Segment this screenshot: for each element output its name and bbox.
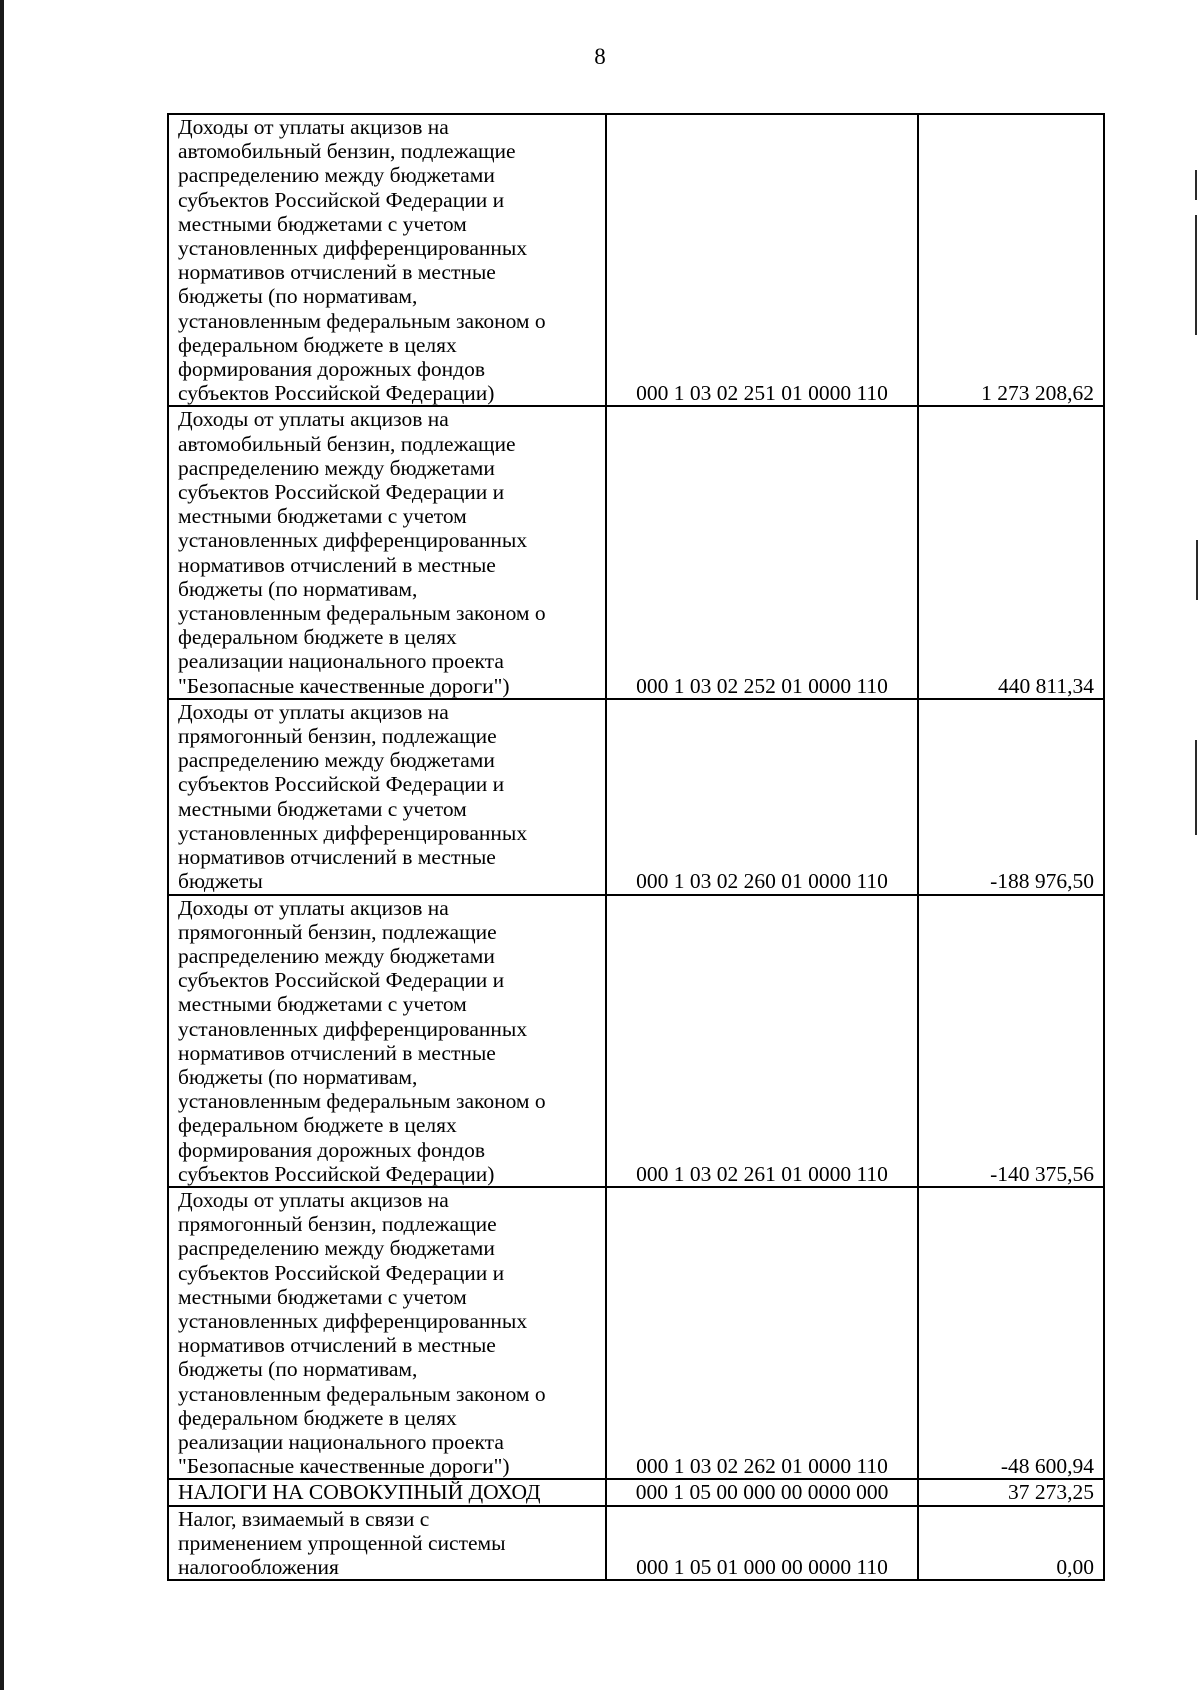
revenue-name-line: распределению между бюджетами xyxy=(178,748,495,773)
revenue-name-line: установленных дифференцированных xyxy=(178,1308,528,1333)
revenue-name-line: бюджеты (по нормативам, xyxy=(178,576,418,601)
revenue-name-line: установленных дифференцированных xyxy=(178,820,528,845)
budget-classification-code: 000 1 05 00 000 00 0000 000 xyxy=(606,1479,918,1505)
table-row xyxy=(168,1187,1104,1479)
scan-right-mark xyxy=(1195,170,1197,200)
revenue-name-line: субъектов Российской Федерации) xyxy=(178,1161,495,1186)
revenue-name-line: Доходы от уплаты акцизов на xyxy=(178,895,449,920)
revenue-table-body xyxy=(168,114,1104,1580)
revenue-name-line: прямогонный бензин, подлежащие xyxy=(178,919,497,944)
revenue-name-line: установленных дифференцированных xyxy=(178,236,528,261)
revenue-name-line: распределению между бюджетами xyxy=(178,163,495,188)
budget-classification-code: 000 1 03 02 251 01 0000 110 xyxy=(606,114,918,406)
scan-left-edge xyxy=(0,0,4,1690)
revenue-name-line: распределению между бюджетами xyxy=(178,943,495,968)
revenue-name-cell xyxy=(168,895,606,1187)
revenue-name-line: установленных дифференцированных xyxy=(178,1016,528,1041)
revenue-name-line: нормативов отчислений в местные xyxy=(178,845,496,870)
revenue-name-line: бюджеты (по нормативам, xyxy=(178,284,418,309)
revenue-name-line: автомобильный бензин, подлежащие xyxy=(178,139,516,164)
page-number: 8 xyxy=(594,44,606,69)
revenue-name-cell xyxy=(168,699,606,895)
revenue-name-line: местными бюджетами с учетом xyxy=(178,796,467,821)
revenue-name-line: установленных дифференцированных xyxy=(178,528,528,553)
revenue-table xyxy=(167,113,1105,1581)
revenue-name-line: реализации национального проекта xyxy=(178,649,504,674)
revenue-name-line: Доходы от уплаты акцизов на xyxy=(178,115,449,139)
revenue-name-line: прямогонный бензин, подлежащие xyxy=(178,724,497,749)
revenue-name-line: установленным федеральным законом о xyxy=(178,601,546,626)
budget-classification-code: 000 1 03 02 261 01 0000 110 xyxy=(606,895,918,1187)
revenue-name-cell xyxy=(168,114,606,406)
table-row xyxy=(168,699,1104,895)
revenue-name-line: налогообложения xyxy=(178,1554,339,1579)
budget-classification-code: 000 1 03 02 262 01 0000 110 xyxy=(606,1187,918,1479)
revenue-name-line: применением упрощенной системы xyxy=(178,1530,506,1555)
revenue-name-line: распределению между бюджетами xyxy=(178,455,495,480)
revenue-name-line: местными бюджетами с учетом xyxy=(178,211,467,236)
scan-right-mark xyxy=(1196,540,1198,600)
revenue-name-line: Налог, взимаемый в связи с xyxy=(178,1506,430,1531)
revenue-name-line: Доходы от уплаты акцизов на xyxy=(178,407,449,432)
revenue-name-line: формирования дорожных фондов xyxy=(178,1137,486,1162)
revenue-name-line: субъектов Российской Федерации и xyxy=(178,187,505,212)
revenue-name-line: федеральном бюджете в целях xyxy=(178,332,457,357)
revenue-name-line: установленным федеральным законом о xyxy=(178,1089,546,1114)
scan-right-mark xyxy=(1195,215,1197,335)
revenue-name-line: распределению между бюджетами xyxy=(178,1236,495,1261)
revenue-name-cell xyxy=(168,1506,606,1581)
revenue-name-line: нормативов отчислений в местные xyxy=(178,1333,496,1358)
revenue-name-cell xyxy=(168,1187,606,1479)
revenue-amount: -48 600,94 xyxy=(918,1187,1104,1479)
revenue-name-line: бюджеты (по нормативам, xyxy=(178,1357,418,1382)
revenue-name-line: Доходы от уплаты акцизов на xyxy=(178,1187,449,1212)
revenue-name-line: бюджеты xyxy=(178,869,263,894)
revenue-amount: -188 976,50 xyxy=(918,699,1104,895)
revenue-name-line: нормативов отчислений в местные xyxy=(178,552,496,577)
revenue-name-line: субъектов Российской Федерации и xyxy=(178,480,505,505)
budget-classification-code: 000 1 05 01 000 00 0000 110 xyxy=(606,1506,918,1581)
revenue-name-line: нормативов отчислений в местные xyxy=(178,260,496,285)
revenue-name-cell xyxy=(168,406,606,698)
revenue-name-line: федеральном бюджете в целях xyxy=(178,1405,457,1430)
revenue-amount: 1 273 208,62 xyxy=(918,114,1104,406)
table-row xyxy=(168,406,1104,698)
revenue-name-line: Доходы от уплаты акцизов на xyxy=(178,699,449,724)
revenue-name-cell xyxy=(168,1479,606,1505)
revenue-name-line: субъектов Российской Федерации) xyxy=(178,381,495,406)
revenue-name-line: прямогонный бензин, подлежащие xyxy=(178,1212,497,1237)
revenue-name-line: местными бюджетами с учетом xyxy=(178,992,467,1017)
table-row xyxy=(168,1506,1104,1581)
revenue-name-line: реализации национального проекта xyxy=(178,1429,504,1454)
budget-classification-code: 000 1 03 02 260 01 0000 110 xyxy=(606,699,918,895)
table-row xyxy=(168,895,1104,1187)
scan-right-mark xyxy=(1195,740,1197,835)
revenue-name-line: федеральном бюджете в целях xyxy=(178,625,457,650)
revenue-amount: 0,00 xyxy=(918,1506,1104,1581)
revenue-name-line: "Безопасные качественные дороги") xyxy=(178,673,510,698)
revenue-name-line: федеральном бюджете в целях xyxy=(178,1113,457,1138)
table-row xyxy=(168,1479,1104,1505)
revenue-name-line: автомобильный бензин, подлежащие xyxy=(178,431,516,456)
revenue-name-line: местными бюджетами с учетом xyxy=(178,1284,467,1309)
revenue-amount: -140 375,56 xyxy=(918,895,1104,1187)
table-row xyxy=(168,114,1104,406)
revenue-amount: 440 811,34 xyxy=(918,406,1104,698)
revenue-name-line: субъектов Российской Федерации и xyxy=(178,968,505,993)
revenue-name-line: НАЛОГИ НА СОВОКУПНЫЙ ДОХОД xyxy=(178,1480,541,1505)
revenue-name-line: "Безопасные качественные дороги") xyxy=(178,1454,510,1479)
revenue-name-line: субъектов Российской Федерации и xyxy=(178,1260,505,1285)
revenue-name-line: бюджеты (по нормативам, xyxy=(178,1064,418,1089)
revenue-amount: 37 273,25 xyxy=(918,1479,1104,1505)
revenue-name-line: установленным федеральным законом о xyxy=(178,1381,546,1406)
revenue-name-line: нормативов отчислений в местные xyxy=(178,1040,496,1065)
revenue-name-line: субъектов Российской Федерации и xyxy=(178,772,505,797)
budget-classification-code: 000 1 03 02 252 01 0000 110 xyxy=(606,406,918,698)
revenue-name-line: формирования дорожных фондов xyxy=(178,357,486,382)
revenue-name-line: местными бюджетами с учетом xyxy=(178,504,467,529)
revenue-name-line: установленным федеральным законом о xyxy=(178,308,546,333)
